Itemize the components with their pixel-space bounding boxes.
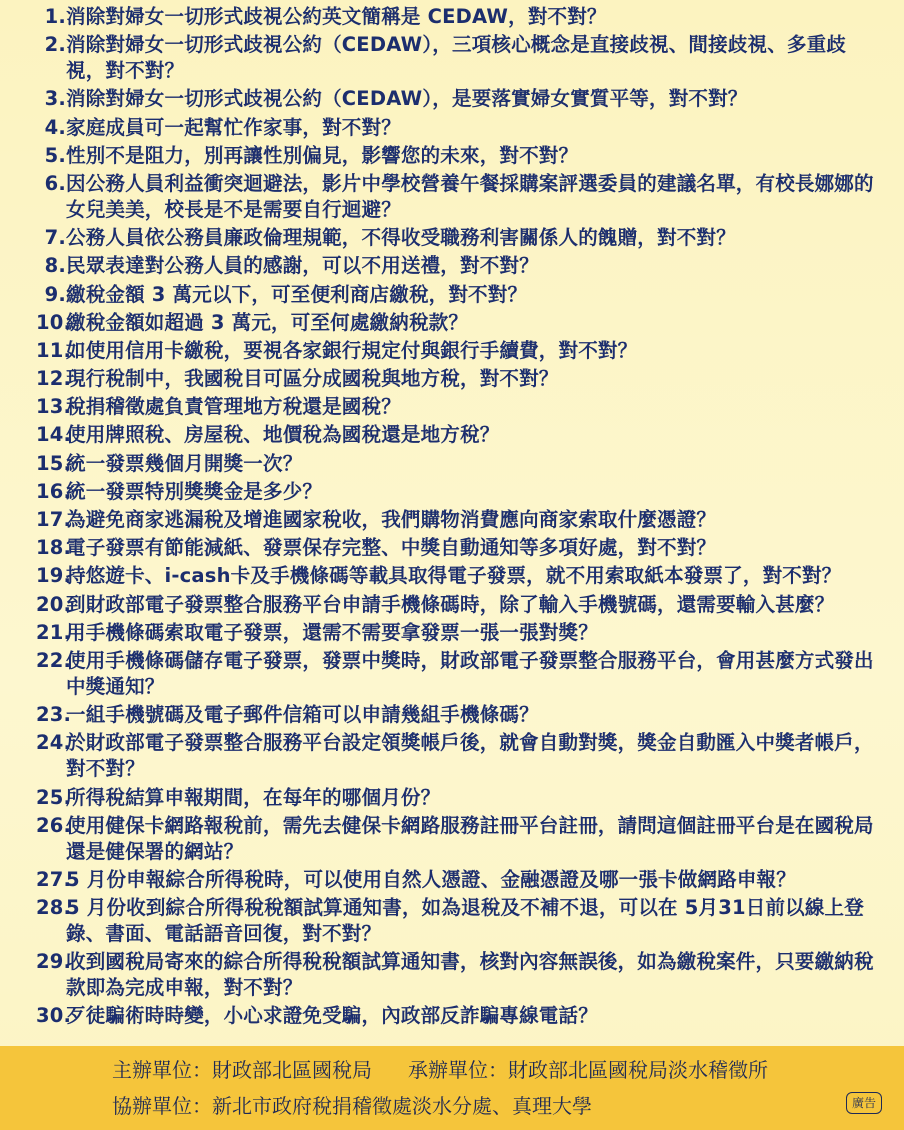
question-number: 17.: [36, 508, 72, 531]
question-item: [36, 1003, 876, 1029]
question-item: [36, 4, 876, 30]
ad-badge: 廣告: [846, 1092, 882, 1114]
executor-text: 承辦單位：財政部北區國稅局淡水稽徵所: [408, 1058, 768, 1082]
question-number: 15.: [36, 451, 72, 475]
question-text: 持悠遊卡、i-cash卡及手機條碼等載具取得電子發票，就不用索取紙本發票了，對不對？: [66, 564, 842, 588]
question-item: [36, 507, 876, 533]
question-item: [36, 86, 876, 112]
question-text: 統一發票特別獎獎金是多少？: [66, 479, 323, 503]
question-item: [36, 451, 876, 477]
question-item: [36, 563, 876, 589]
question-number: 24.: [36, 731, 72, 755]
question-text: 消除對婦女一切形式歧視公約（CEDAW），是要落實婦女實質平等，對不對？: [66, 87, 748, 111]
question-item: [36, 535, 876, 561]
footer-banner: [0, 1046, 904, 1130]
question-number: 23.: [36, 703, 72, 727]
question-item: [36, 310, 876, 336]
question-number: 19.: [36, 564, 72, 588]
question-item: [36, 225, 876, 251]
question-text: 用手機條碼索取電子發票，還需不需要拿發票一張一張對獎？: [66, 620, 598, 644]
co-organizer-text: 協辦單位：新北市政府稅捐稽徵處淡水分處、真理大學: [112, 1094, 592, 1118]
footer-line-2: [112, 1090, 592, 1119]
question-item: [36, 895, 876, 947]
question-text: 使用手機條碼儲存電子發票，發票中獎時，財政部電子發票整合服務平台，會用甚麼方式發出中獎通知？: [66, 648, 874, 698]
question-text: 所得稅結算申報期間，在每年的哪個月份？: [66, 785, 441, 809]
question-number: 22.: [36, 648, 72, 672]
question-text: 歹徒騙術時時變，小心求證免受騙，內政部反詐騙專線電話？: [66, 1004, 598, 1028]
question-text: 到財政部電子發票整合服務平台申請手機條碼時，除了輸入手機號碼，還需要輸入甚麼？: [66, 592, 835, 616]
question-text: 繳稅金額如超過 3 萬元，可至何處繳納稅款？: [66, 310, 469, 334]
question-text: 統一發票幾個月開獎一次？: [66, 451, 303, 475]
question-number: 9.: [44, 282, 66, 306]
question-number: 1.: [44, 5, 66, 28]
question-item: [36, 253, 876, 279]
question-text: 公務人員依公務員廉政倫理規範，不得收受職務利害關係人的餽贈，對不對？: [66, 226, 736, 250]
question-item: [36, 702, 876, 728]
question-text: 繳稅金額 3 萬元以下，可至便利商店繳稅，對不對？: [66, 282, 528, 306]
question-number: 26.: [36, 813, 72, 837]
question-item: [36, 171, 876, 223]
question-item: [36, 32, 876, 84]
question-number: 8.: [44, 254, 66, 278]
question-number: 28.: [36, 896, 72, 920]
question-number: 18.: [36, 536, 72, 560]
question-number: 13.: [36, 395, 72, 419]
question-text: 因公務人員利益衝突迴避法，影片中學校營養午餐採購案評選委員的建議名單，有校長娜娜的女兒美美，校長是不是需要自行迴避？: [66, 171, 874, 221]
question-text: 為避免商家逃漏稅及增進國家稅收，我們購物消費應向商家索取什麼憑證？: [66, 508, 717, 531]
question-text: 如使用信用卡繳稅，要視各家銀行規定付與銀行手續費，對不對？: [66, 338, 638, 362]
footer-line-1: [112, 1054, 768, 1083]
question-number: 25.: [36, 785, 72, 809]
question-number: 12.: [36, 367, 72, 391]
question-number: 14.: [36, 423, 72, 447]
question-text: 家庭成員可一起幫忙作家事，對不對？: [66, 115, 401, 139]
question-number: 30.: [36, 1004, 72, 1028]
organizer-text: 主辦單位：財政部北區國稅局: [112, 1058, 372, 1082]
question-item: [36, 366, 876, 392]
question-number: 10.: [36, 310, 72, 334]
question-item: [36, 648, 876, 700]
question-item: [36, 949, 876, 1001]
question-item: [36, 479, 876, 505]
question-number: 21.: [36, 620, 72, 644]
question-item: [36, 730, 876, 782]
question-item: [36, 394, 876, 420]
question-number: 20.: [36, 592, 72, 616]
question-text: 電子發票有節能減紙、發票保存完整、中獎自動通知等多項好處，對不對？: [66, 536, 717, 560]
question-text: 稅捐稽徵處負責管理地方稅還是國稅？: [66, 395, 401, 419]
question-list: [36, 4, 876, 1032]
question-text: 於財政部電子發票整合服務平台設定領獎帳戶後，就會自動對獎，獎金自動匯入中獎者帳戶，對不對？: [66, 731, 874, 781]
question-number: 7.: [44, 226, 66, 250]
question-item: [36, 422, 876, 448]
question-item: [36, 282, 876, 308]
question-item: [36, 867, 876, 893]
question-item: [36, 785, 876, 811]
question-number: 16.: [36, 479, 72, 503]
question-text: 使用牌照稅、房屋稅、地價稅為國稅還是地方稅？: [66, 423, 500, 447]
question-number: 29.: [36, 950, 72, 974]
question-number: 6.: [44, 171, 66, 195]
question-number: 5.: [44, 143, 66, 167]
question-text: 收到國稅局寄來的綜合所得稅稅額試算通知書，核對內容無誤後，如為繳稅案件，只要繳納稅款即為完成申報，對不對？: [66, 950, 874, 1000]
question-item: [36, 338, 876, 364]
question-item: [36, 592, 876, 618]
question-number: 27.: [36, 867, 72, 891]
question-number: 4.: [44, 115, 66, 139]
question-item: [36, 620, 876, 646]
question-text: 一組手機號碼及電子郵件信箱可以申請幾組手機條碼？: [66, 703, 539, 727]
question-text: 使用健保卡網路報稅前，需先去健保卡網路服務註冊平台註冊，請問這個註冊平台是在國稅局還是健保署的網站？: [66, 813, 874, 863]
question-number: 3.: [44, 87, 66, 111]
question-text: 性別不是阻力，別再讓性別偏見，影響您的未來，對不對？: [66, 143, 579, 167]
question-number: 11.: [36, 338, 72, 362]
question-item: [36, 115, 876, 141]
question-text: 現行稅制中，我國稅目可區分成國稅與地方稅，對不對？: [66, 367, 559, 391]
question-item: [36, 813, 876, 865]
question-item: [36, 143, 876, 169]
question-text: 消除對婦女一切形式歧視公約（CEDAW），三項核心概念是直接歧視、間接歧視、多重歧視，對不對？: [66, 33, 846, 83]
question-text: 5 月份申報綜合所得稅時，可以使用自然人憑證、金融憑證及哪一張卡做網路申報？: [66, 867, 796, 891]
question-text: 民眾表達對公務人員的感謝，可以不用送禮，對不對？: [66, 254, 539, 278]
question-text: 5 月份收到綜合所得稅稅額試算通知書，如為退稅及不補不退，可以在 5月31日前以線上登錄、書面、電話語音回復，對不對？: [66, 896, 864, 946]
question-number: 2.: [44, 33, 66, 57]
question-text: 消除對婦女一切形式歧視公約英文簡稱是 CEDAW，對不對？: [66, 5, 607, 28]
